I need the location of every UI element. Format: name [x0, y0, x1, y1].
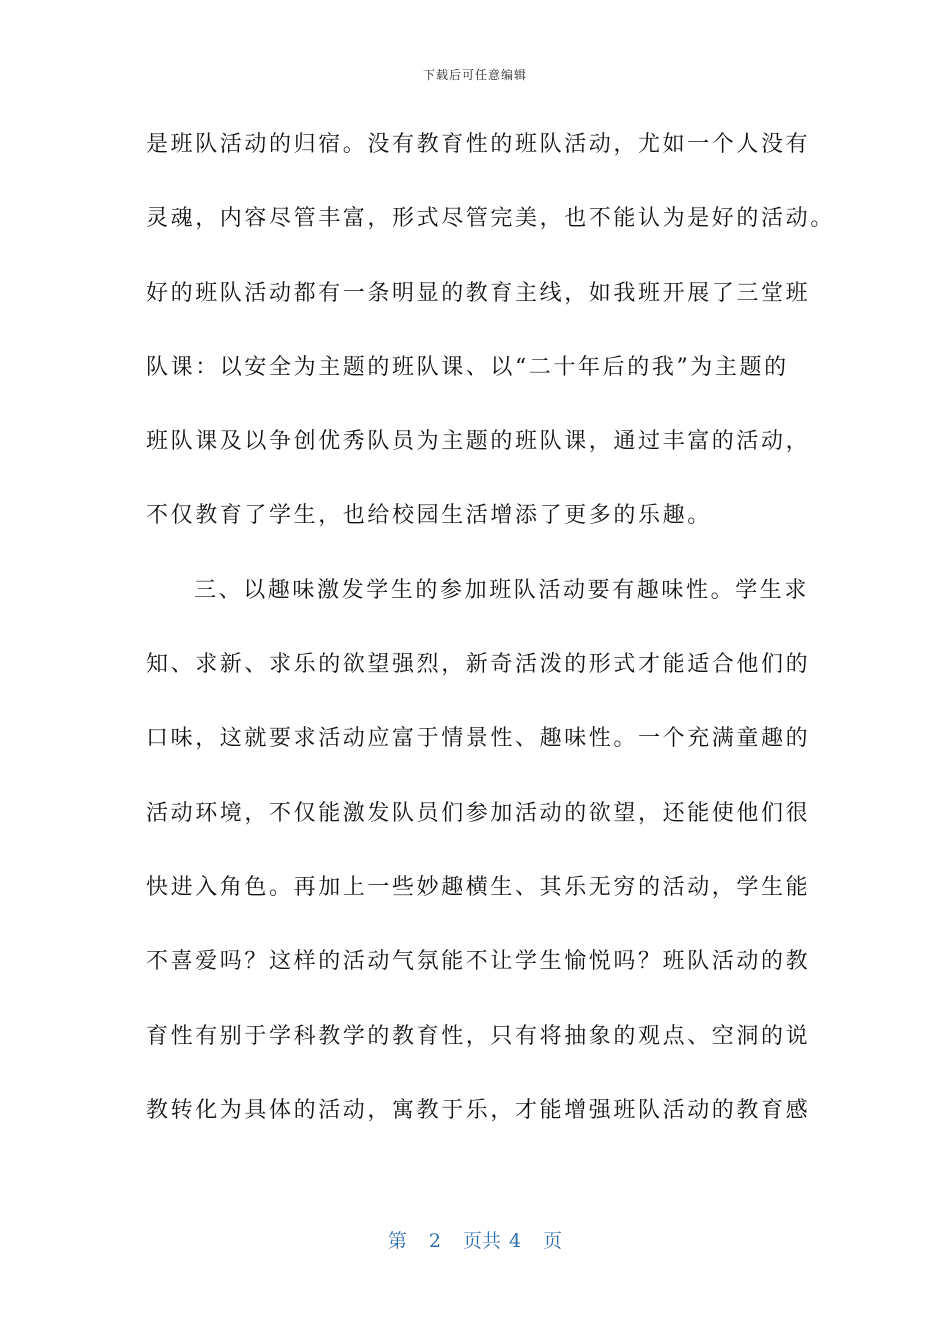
page-header-note: 下载后可任意编辑 [422, 68, 527, 82]
text-line: 是班队活动的归宿。没有教育性的班队活动，尤如一个人没有 [146, 132, 811, 157]
paragraph-start-line: 三、以趣味激发学生的参加班队活动要有趣味性。学生求 [194, 577, 810, 603]
footer-ye: 页 [543, 1230, 563, 1252]
text-line: 快进入角色。再加上一些妙趣横生、其乐无穷的活动，学生能 [146, 874, 811, 900]
text-line: 知、求新、求乐的欲望强烈，新奇活泼的形式才能适合他们的 [146, 652, 811, 678]
page-footer [0, 1226, 950, 1253]
text-line: 不喜爱吗？这样的活动气氛能不让学生愉悦吗？班队活动的教 [146, 949, 811, 975]
text-line: 灵魂，内容尽管丰富，形式尽管完美，也不能认为是好的活动。 [146, 206, 835, 232]
text-line: 队课：以安全为主题的班队课、以“二十年后的我”为主题的 [146, 354, 789, 380]
text-line: 教转化为具体的活动，寓教于乐，才能增强班队活动的教育感 [146, 1097, 811, 1123]
text-line: 不仅教育了学生，也给校园生活增添了更多的乐趣。 [146, 503, 712, 529]
footer-current-page: 2 [428, 1230, 441, 1252]
text-line: 好的班队活动都有一条明显的教育主线，如我班开展了三堂班 [146, 280, 811, 306]
text-line: 口味，这就要求活动应富于情景性、趣味性。一个充满童趣的 [146, 726, 811, 752]
footer-total-pages: 4 [509, 1230, 522, 1252]
text-line: 育性有别于学科教学的教育性，只有将抽象的观点、空洞的说 [146, 1023, 811, 1049]
document-body [146, 120, 835, 1160]
footer-di: 第 [387, 1230, 407, 1252]
footer-ye-gong: 页共 [462, 1230, 501, 1252]
text-line: 班队课及以争创优秀队员为主题的班队课，通过丰富的活动， [146, 429, 811, 455]
text-line: 活动环境，不仅能激发队员们参加活动的欲望，还能使他们很 [146, 800, 811, 826]
